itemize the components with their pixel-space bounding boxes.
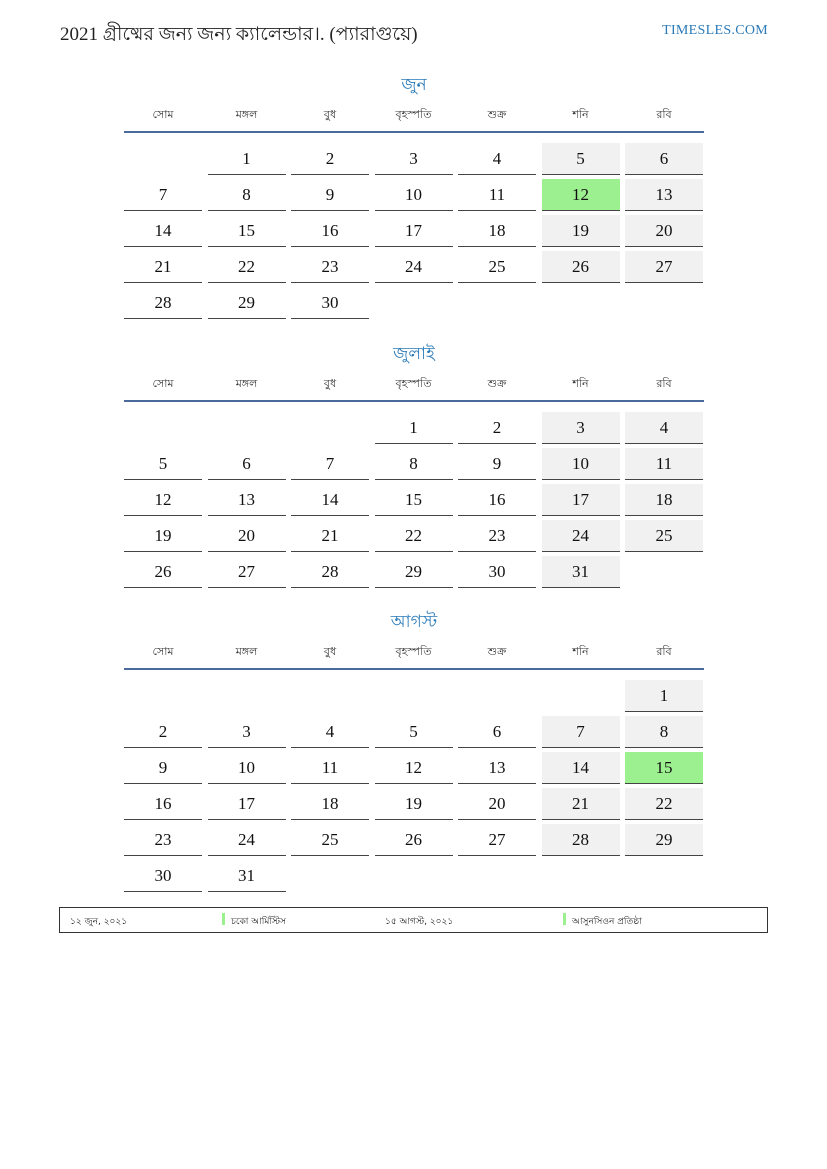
day-cell: 1 (375, 412, 453, 444)
weekday-label: বৃহস্পতি (395, 645, 432, 658)
day-cell: 4 (291, 716, 369, 748)
weekday-header (124, 106, 704, 126)
weekday-label: শনি (572, 108, 589, 121)
day-cell: 25 (458, 251, 536, 283)
day-cell: 5 (542, 143, 620, 175)
day-cell: 13 (625, 179, 703, 211)
day-cell: 29 (375, 556, 453, 588)
day-cell: 31 (208, 860, 286, 892)
day-cell: 12 (124, 484, 202, 516)
day-cell: 16 (458, 484, 536, 516)
page-title: 2021 গ্রীষ্মের জন্য জন্য ক্যালেন্ডার।. (প্যারাগুয়ে) (60, 24, 418, 45)
day-cell: 13 (458, 752, 536, 784)
day-cell: 7 (542, 716, 620, 748)
day-cell: 21 (291, 520, 369, 552)
day-cell: 26 (375, 824, 453, 856)
day-cell: 14 (542, 752, 620, 784)
day-cell: 8 (625, 716, 703, 748)
header-rule (124, 131, 704, 133)
day-cell: 28 (124, 287, 202, 319)
weekday-header (124, 375, 704, 395)
day-cell: 10 (375, 179, 453, 211)
weekday-label: শনি (572, 645, 589, 658)
day-cell: 30 (458, 556, 536, 588)
weekday-label: মঙ্গল (235, 645, 258, 658)
month-name: জুন (401, 75, 427, 95)
day-cell: 30 (124, 860, 202, 892)
day-cell: 2 (124, 716, 202, 748)
weekday-label: শনি (572, 377, 589, 390)
day-cell: 1 (625, 680, 703, 712)
day-cell: 18 (458, 215, 536, 247)
weekday-label: বুধ (323, 645, 337, 658)
weekday-header (124, 643, 704, 663)
weekday-label: বুধ (323, 377, 337, 390)
weekday-label: রবি (656, 377, 672, 390)
day-cell: 26 (124, 556, 202, 588)
day-cell: 9 (124, 752, 202, 784)
legend-date-2: ১৫ আগস্ট, ২০২১ (385, 917, 454, 927)
header-rule (124, 400, 704, 402)
day-cell: 8 (208, 179, 286, 211)
header-rule (124, 668, 704, 670)
day-cell: 12 (375, 752, 453, 784)
day-cell: 20 (208, 520, 286, 552)
weekday-label: মঙ্গল (235, 377, 258, 390)
day-cell: 11 (291, 752, 369, 784)
day-cell: 3 (375, 143, 453, 175)
day-cell: 28 (542, 824, 620, 856)
day-cell: 30 (291, 287, 369, 319)
day-cell: 25 (291, 824, 369, 856)
day-cell: 8 (375, 448, 453, 480)
day-cell: 19 (124, 520, 202, 552)
weekday-label: শুক্র (487, 377, 507, 390)
weekday-label: সোম (152, 377, 174, 390)
day-cell: 22 (208, 251, 286, 283)
day-cell: 6 (625, 143, 703, 175)
day-cell: 6 (208, 448, 286, 480)
day-cell: 13 (208, 484, 286, 516)
day-cell: 1 (208, 143, 286, 175)
day-cell: 16 (124, 788, 202, 820)
day-cell: 9 (291, 179, 369, 211)
weekday-label: রবি (656, 108, 672, 121)
day-cell: 10 (542, 448, 620, 480)
day-cell: 5 (124, 448, 202, 480)
day-cell: 7 (291, 448, 369, 480)
day-cell: 22 (375, 520, 453, 552)
legend-date-1: ১২ জুন, ২০২১ (70, 917, 128, 927)
weekday-label: শুক্র (487, 645, 507, 658)
day-cell: 19 (542, 215, 620, 247)
month-name: জুলাই (393, 344, 435, 364)
legend-name-1: চকো আর্মিস্টিস (231, 917, 286, 927)
day-cell: 27 (458, 824, 536, 856)
day-cell: 20 (625, 215, 703, 247)
weekday-label: বুধ (323, 108, 337, 121)
day-cell: 24 (375, 251, 453, 283)
day-cell: 18 (625, 484, 703, 516)
day-cell: 17 (542, 484, 620, 516)
day-cell: 17 (375, 215, 453, 247)
day-cell: 20 (458, 788, 536, 820)
day-cell: 24 (542, 520, 620, 552)
day-cell: 22 (625, 788, 703, 820)
weekday-label: মঙ্গল (235, 108, 258, 121)
day-cell: 29 (625, 824, 703, 856)
weekday-label: বৃহস্পতি (395, 108, 432, 121)
day-cell: 27 (208, 556, 286, 588)
day-cell: 18 (291, 788, 369, 820)
day-cell: 10 (208, 752, 286, 784)
weekday-label: শুক্র (487, 108, 507, 121)
day-cell: 23 (124, 824, 202, 856)
day-cell: 15 (375, 484, 453, 516)
day-cell: 31 (542, 556, 620, 588)
day-cell: 28 (291, 556, 369, 588)
day-cell: 15 (208, 215, 286, 247)
day-cell: 9 (458, 448, 536, 480)
holiday-day-cell: 15 (625, 752, 703, 784)
weekday-label: সোম (152, 108, 174, 121)
day-cell: 5 (375, 716, 453, 748)
day-cell: 27 (625, 251, 703, 283)
day-cell: 11 (458, 179, 536, 211)
day-cell: 29 (208, 287, 286, 319)
day-cell: 6 (458, 716, 536, 748)
legend-name-2: আসুনসিওন প্রতিষ্ঠা (572, 917, 642, 927)
weekday-label: সোম (152, 645, 174, 658)
day-cell: 24 (208, 824, 286, 856)
day-cell: 21 (542, 788, 620, 820)
day-cell: 23 (291, 251, 369, 283)
day-cell: 2 (291, 143, 369, 175)
day-cell: 11 (625, 448, 703, 480)
legend-marker-2 (563, 913, 566, 925)
day-cell: 23 (458, 520, 536, 552)
holiday-day-cell: 12 (542, 179, 620, 211)
day-cell: 4 (458, 143, 536, 175)
day-cell: 3 (208, 716, 286, 748)
weekday-label: বৃহস্পতি (395, 377, 432, 390)
weekday-label: রবি (656, 645, 672, 658)
day-cell: 14 (124, 215, 202, 247)
day-cell: 21 (124, 251, 202, 283)
site-link[interactable]: TIMESLES.COM (662, 23, 768, 38)
day-cell: 2 (458, 412, 536, 444)
day-cell: 14 (291, 484, 369, 516)
day-cell: 17 (208, 788, 286, 820)
day-cell: 25 (625, 520, 703, 552)
legend-marker-1 (222, 913, 225, 925)
day-cell: 3 (542, 412, 620, 444)
day-cell: 16 (291, 215, 369, 247)
day-cell: 4 (625, 412, 703, 444)
day-cell: 26 (542, 251, 620, 283)
day-cell: 7 (124, 179, 202, 211)
day-cell: 19 (375, 788, 453, 820)
holiday-legend (59, 907, 768, 933)
month-name: আগস্ট (390, 612, 438, 632)
